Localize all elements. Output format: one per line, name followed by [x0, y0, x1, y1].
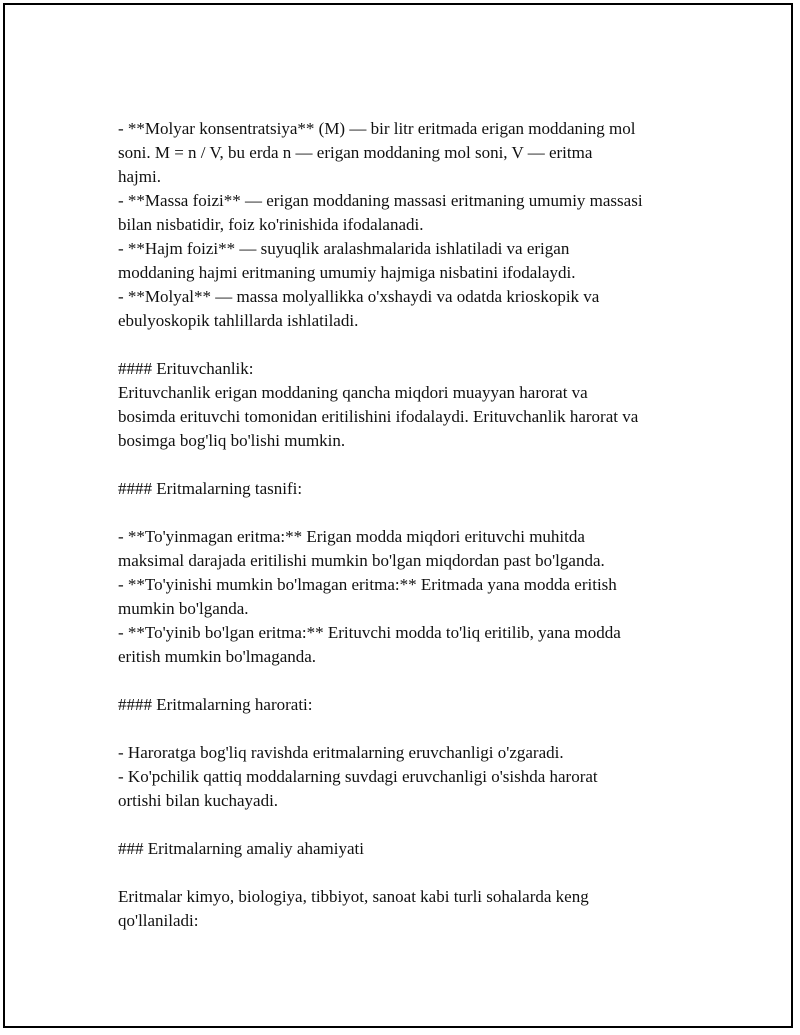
blank-line — [118, 453, 698, 477]
text-line: - **Hajm foizi** — suyuqlik aralashmalarida ishlatiladi va erigan — [118, 239, 570, 258]
text-line: - **To'yinmagan eritma:** Erigan modda miqdori erituvchi muhitda — [118, 527, 585, 546]
text-line: Eritmalar kimyo, biologiya, tibbiyot, sanoat kabi turli sohalarda keng — [118, 887, 589, 906]
text-line: - **Molyal** — massa molyallikka o'xshaydi va odatda krioskopik va — [118, 287, 600, 306]
text-line: ebulyoskopik tahlillarda ishlatiladi. — [118, 311, 359, 330]
text-line: qo'llaniladi: — [118, 911, 199, 930]
heading-line: #### Erituvchanlik: — [118, 359, 254, 378]
blank-line — [118, 501, 698, 525]
text-line: - **To'yinishi mumkin bo'lmagan eritma:** Eritmada yana modda eritish — [118, 575, 617, 594]
heading-line: ### Eritmalarning amaliy ahamiyati — [118, 839, 364, 858]
text-line: maksimal darajada eritilishi mumkin bo'lgan miqdordan past bo'lganda. — [118, 551, 605, 570]
text-line: - **Massa foizi** — erigan moddaning massasi eritmaning umumiy massasi — [118, 191, 643, 210]
text-line: ortishi bilan kuchayadi. — [118, 791, 279, 810]
blank-line — [118, 669, 698, 693]
text-line: bosimda erituvchi tomonidan eritilishini ifodalaydi. Erituvchanlik harorat va — [118, 407, 639, 426]
text-line: eritish mumkin bo'lmaganda. — [118, 647, 317, 666]
heading-line: #### Eritmalarning harorati: — [118, 695, 313, 714]
text-line: Erituvchanlik erigan moddaning qancha miqdori muayyan harorat va — [118, 383, 588, 402]
blank-line — [118, 333, 698, 357]
blank-line — [118, 861, 698, 885]
document-body — [118, 117, 698, 933]
text-line: bilan nisbatidir, foiz ko'rinishida ifodalanadi. — [118, 215, 424, 234]
text-line: - **Molyar konsentratsiya** (M) — bir litr eritmada erigan moddaning mol — [118, 119, 636, 138]
text-line: - **To'yinib bo'lgan eritma:** Erituvchi modda to'liq eritilib, yana modda — [118, 623, 621, 642]
text-line: - Ko'pchilik qattiq moddalarning suvdagi eruvchanligi o'sishda harorat — [118, 767, 598, 786]
text-line: soni. M = n / V, bu erda n — erigan moddaning mol soni, V — eritma — [118, 143, 593, 162]
text-line: bosimga bog'liq bo'lishi mumkin. — [118, 431, 346, 450]
text-line: hajmi. — [118, 167, 161, 186]
text-line: - Haroratga bog'liq ravishda eritmalarning eruvchanligi o'zgaradi. — [118, 743, 564, 762]
blank-line — [118, 717, 698, 741]
text-line: moddaning hajmi eritmaning umumiy hajmiga nisbatini ifodalaydi. — [118, 263, 576, 282]
blank-line — [118, 813, 698, 837]
text-line: mumkin bo'lganda. — [118, 599, 249, 618]
heading-line: #### Eritmalarning tasnifi: — [118, 479, 303, 498]
